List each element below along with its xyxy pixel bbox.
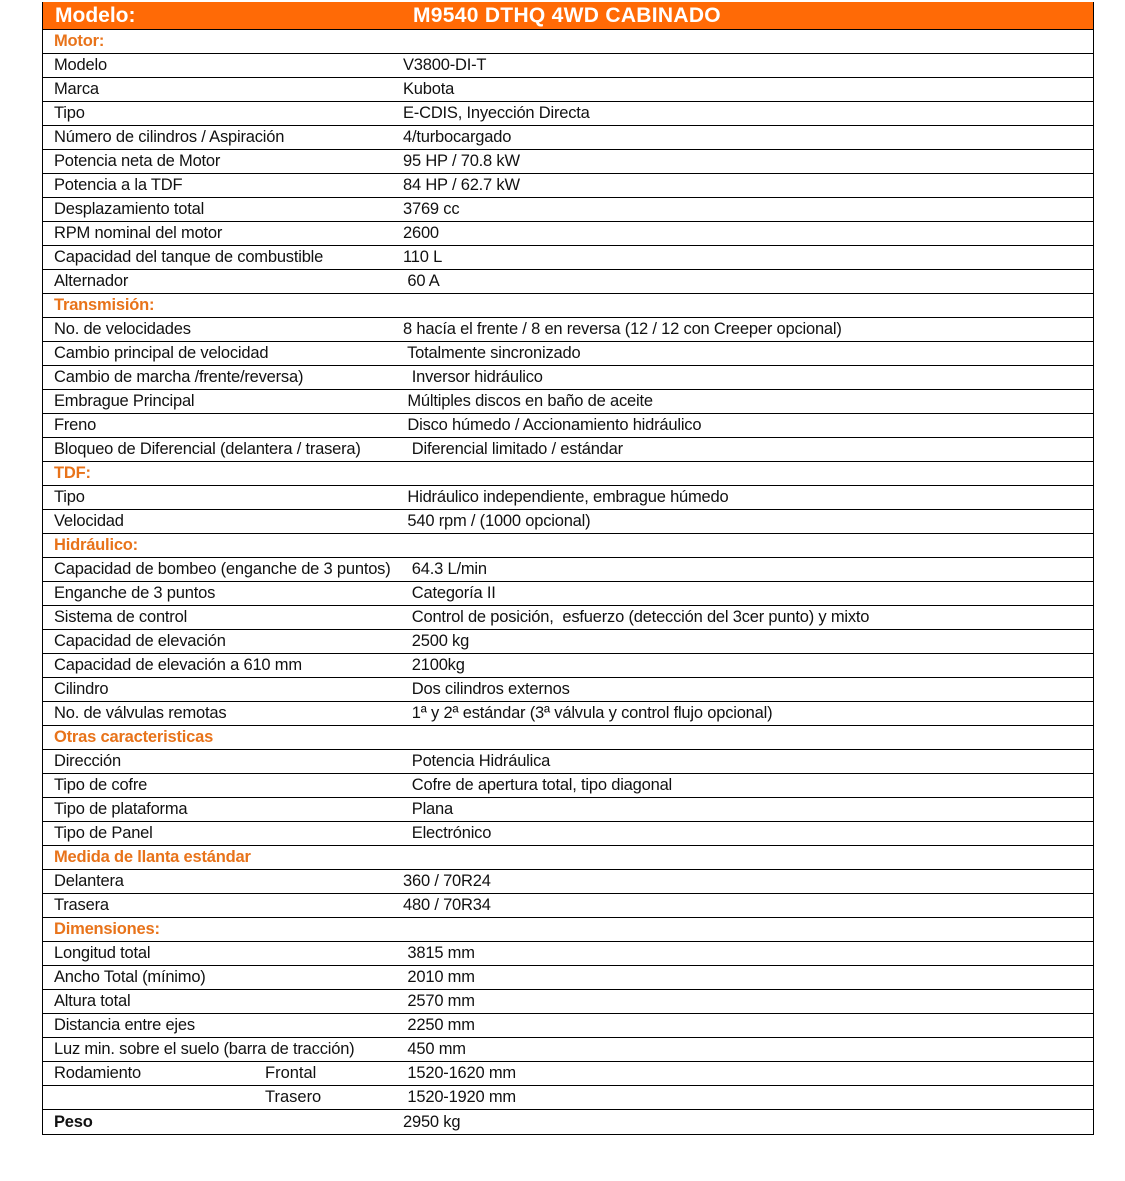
spec-value: Control de posición, esfuerzo (detección del 3cer punto) y mixto xyxy=(403,608,870,626)
spec-value: Disco húmedo / Accionamiento hidráulico xyxy=(403,416,702,434)
spec-label: Rodamiento xyxy=(54,1064,141,1082)
spec-sublabel: Trasero xyxy=(265,1088,322,1106)
section-title: Transmisión: xyxy=(54,296,155,314)
table-row xyxy=(43,894,1093,918)
table-row xyxy=(43,174,1093,198)
spec-label: Velocidad xyxy=(54,512,124,530)
section-title: Otras caracteristicas xyxy=(54,728,214,746)
spec-value: Totalmente sincronizado xyxy=(403,344,581,362)
table-row xyxy=(43,318,1093,342)
spec-label: Capacidad de elevación a 610 mm xyxy=(54,656,302,674)
spec-label: Trasera xyxy=(54,896,109,914)
section-title: Dimensiones: xyxy=(54,920,160,938)
spec-label: Delantera xyxy=(54,872,124,890)
spec-label: Cilindro xyxy=(54,680,109,698)
spec-value: 3769 cc xyxy=(403,200,460,218)
spec-label: Alternador xyxy=(54,272,129,290)
spec-value: 110 L xyxy=(403,248,443,266)
table-row xyxy=(43,870,1093,894)
model-name: M9540 DTHQ 4WD CABINADO xyxy=(413,3,721,27)
spec-value: 64.3 L/min xyxy=(403,560,487,578)
spec-value: Plana xyxy=(403,800,453,818)
table-row xyxy=(43,270,1093,294)
spec-value: 2570 mm xyxy=(403,992,475,1010)
table-row xyxy=(43,1038,1093,1062)
table-header xyxy=(43,2,1093,30)
section-header xyxy=(43,846,1093,870)
spec-value: 2100kg xyxy=(403,656,465,674)
spec-sublabel: Frontal xyxy=(265,1064,317,1082)
spec-label: Tipo de cofre xyxy=(54,776,148,794)
section-header xyxy=(43,294,1093,318)
spec-value: Dos cilindros externos xyxy=(403,680,570,698)
spec-value: E-CDIS, Inyección Directa xyxy=(403,104,590,122)
spec-value: Cofre de apertura total, tipo diagonal xyxy=(403,776,673,794)
spec-label: Bloqueo de Diferencial (delantera / trasera) xyxy=(54,440,361,458)
section-header xyxy=(43,462,1093,486)
section-title: Motor: xyxy=(54,32,105,50)
table-row xyxy=(43,966,1093,990)
section-title: Hidráulico: xyxy=(54,536,138,554)
spec-label: Tipo xyxy=(54,488,85,506)
spec-value: Diferencial limitado / estándar xyxy=(403,440,623,458)
spec-label: Ancho Total (mínimo) xyxy=(54,968,206,986)
spec-value: 360 / 70R24 xyxy=(403,872,491,890)
table-row xyxy=(43,390,1093,414)
spec-value: Electrónico xyxy=(403,824,492,842)
table-row xyxy=(43,486,1093,510)
spec-label: Dirección xyxy=(54,752,121,770)
table-row xyxy=(43,414,1093,438)
table-row xyxy=(43,342,1093,366)
spec-label: Potencia neta de Motor xyxy=(54,152,221,170)
spec-value: 480 / 70R34 xyxy=(403,896,491,914)
spec-value: 1520-1620 mm xyxy=(403,1064,516,1082)
spec-label: Modelo xyxy=(54,56,107,74)
spec-value: 2250 mm xyxy=(403,1016,475,1034)
table-row xyxy=(43,678,1093,702)
spec-label: No. de válvulas remotas xyxy=(54,704,227,722)
spec-label: Embrague Principal xyxy=(54,392,195,410)
spec-value: Inversor hidráulico xyxy=(403,368,543,386)
spec-value: 1ª y 2ª estándar (3ª válvula y control flujo opcional) xyxy=(403,704,773,722)
spec-label: Luz min. sobre el suelo (barra de tracción) xyxy=(54,1040,355,1058)
table-row xyxy=(43,54,1093,78)
spec-value: Kubota xyxy=(403,80,455,98)
spec-label: Capacidad de elevación xyxy=(54,632,226,650)
table-row xyxy=(43,990,1093,1014)
spec-value: Múltiples discos en baño de aceite xyxy=(403,392,653,410)
spec-value: 2500 kg xyxy=(403,632,470,650)
table-row xyxy=(43,438,1093,462)
section-header xyxy=(43,534,1093,558)
spec-value: 1520-1920 mm xyxy=(403,1088,516,1106)
spec-label: Enganche de 3 puntos xyxy=(54,584,216,602)
table-row xyxy=(43,606,1093,630)
spec-value: 84 HP / 62.7 kW xyxy=(403,176,520,194)
spec-value: 95 HP / 70.8 kW xyxy=(403,152,520,170)
table-row xyxy=(43,702,1093,726)
spec-rows xyxy=(43,30,1093,1134)
section-title: TDF: xyxy=(54,464,91,482)
section-header xyxy=(43,30,1093,54)
spec-label: Desplazamiento total xyxy=(54,200,205,218)
table-row xyxy=(43,558,1093,582)
header-label: Modelo: xyxy=(55,3,136,27)
spec-table xyxy=(42,2,1094,1135)
spec-label: Freno xyxy=(54,416,97,434)
spec-label: Altura total xyxy=(54,992,131,1010)
table-row xyxy=(43,774,1093,798)
spec-label: Cambio principal de velocidad xyxy=(54,344,269,362)
spec-label: Longitud total xyxy=(54,944,151,962)
table-row xyxy=(43,822,1093,846)
spec-value: Hidráulico independiente, embrague húmedo xyxy=(403,488,729,506)
spec-label: Distancia entre ejes xyxy=(54,1016,195,1034)
section-header xyxy=(43,918,1093,942)
section-title: Medida de llanta estándar xyxy=(54,848,251,866)
table-row xyxy=(43,246,1093,270)
spec-label: Tipo de Panel xyxy=(54,824,153,842)
table-row xyxy=(43,150,1093,174)
spec-value: 2950 kg xyxy=(403,1112,461,1131)
spec-value: 2010 mm xyxy=(403,968,475,986)
table-row xyxy=(43,366,1093,390)
table-row xyxy=(43,198,1093,222)
spec-label: Tipo de plataforma xyxy=(54,800,188,818)
spec-value: 450 mm xyxy=(403,1040,466,1058)
spec-label: Capacidad del tanque de combustible xyxy=(54,248,324,266)
spec-value: 2600 xyxy=(403,224,439,242)
spec-value: 4/turbocargado xyxy=(403,128,512,146)
spec-label: Potencia a la TDF xyxy=(54,176,183,194)
spec-label: Cambio de marcha /frente/reversa) xyxy=(54,368,304,386)
table-row xyxy=(43,102,1093,126)
table-row xyxy=(43,78,1093,102)
spec-label: Capacidad de bombeo (enganche de 3 puntos) xyxy=(54,560,391,578)
table-row xyxy=(43,798,1093,822)
table-row xyxy=(43,654,1093,678)
spec-value: 3815 mm xyxy=(403,944,475,962)
table-row xyxy=(43,222,1093,246)
table-row xyxy=(43,750,1093,774)
table-row xyxy=(43,942,1093,966)
spec-value: Potencia Hidráulica xyxy=(403,752,551,770)
table-row xyxy=(43,510,1093,534)
table-row xyxy=(43,126,1093,150)
table-row xyxy=(43,1110,1093,1134)
spec-value: 8 hacía el frente / 8 en reversa (12 / 12 con Creeper opcional) xyxy=(403,320,842,338)
spec-value: Categoría II xyxy=(403,584,496,602)
spec-label: Sistema de control xyxy=(54,608,188,626)
spec-label: Número de cilindros / Aspiración xyxy=(54,128,285,146)
spec-value: 60 A xyxy=(403,272,440,290)
table-row xyxy=(43,582,1093,606)
spec-label: Tipo xyxy=(54,104,85,122)
table-row xyxy=(43,1014,1093,1038)
spec-label: No. de velocidades xyxy=(54,320,191,338)
table-row xyxy=(43,630,1093,654)
spec-label: RPM nominal del motor xyxy=(54,224,223,242)
table-row xyxy=(43,1062,1093,1086)
spec-label: Marca xyxy=(54,80,99,98)
spec-label: Peso xyxy=(54,1112,93,1131)
section-header xyxy=(43,726,1093,750)
table-row xyxy=(43,1086,1093,1110)
spec-value: 540 rpm / (1000 opcional) xyxy=(403,512,591,530)
spec-value: V3800-DI-T xyxy=(403,56,487,74)
